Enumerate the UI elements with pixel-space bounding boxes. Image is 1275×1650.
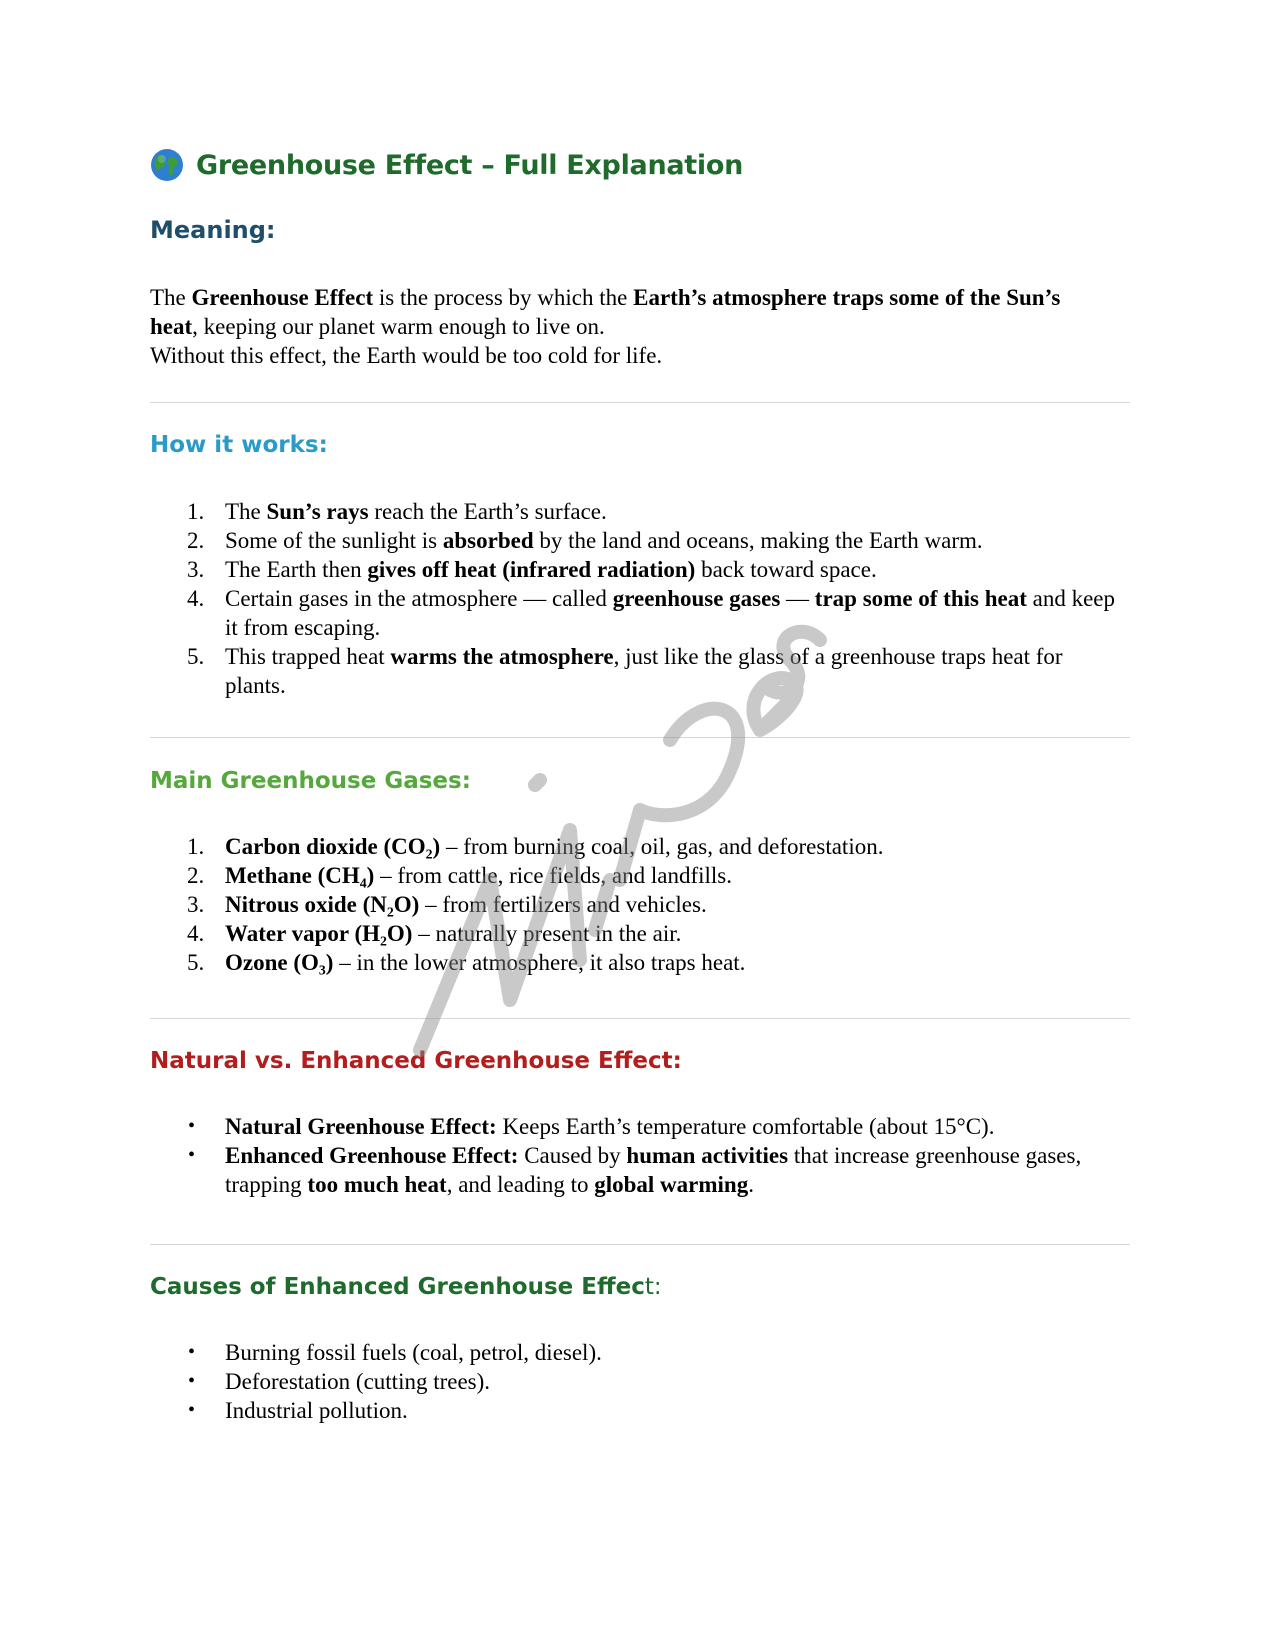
divider bbox=[150, 737, 1130, 738]
list-item: 4. Certain gases in the atmosphere — called greenhouse gases — trap some of this heat and keep it from escaping. bbox=[187, 586, 1116, 640]
globe-icon bbox=[150, 148, 184, 182]
list-number: 2. bbox=[187, 863, 205, 888]
list-item: • Natural Greenhouse Effect: Keeps Earth’s temperature comfortable (about 15°C). bbox=[188, 1114, 995, 1139]
list-number: 3. bbox=[187, 557, 205, 582]
list-item: 2. Methane (CH₄) – from cattle, rice fields, and landfills. bbox=[187, 863, 733, 888]
causes-heading: Causes of Enhanced Greenhouse Effect: bbox=[150, 1274, 662, 1300]
meaning-paragraph bbox=[150, 283, 1090, 370]
text-run-bold: Earth’s atmosphere traps some of the Sun’s heat bbox=[150, 285, 1061, 339]
bullet: • bbox=[188, 1341, 196, 1363]
list-item: 5. This trapped heat warms the atmosphere, just like the glass of a greenhouse traps heat for plants. bbox=[187, 644, 1063, 698]
list-item: • Enhanced Greenhouse Effect: Caused by human activities that increase greenhouse gases, trapping too much heat, and leading to global warming. bbox=[188, 1143, 1082, 1197]
natural-list bbox=[0, 1112, 1120, 1199]
text-run-bold: Greenhouse Effect bbox=[191, 285, 374, 310]
divider bbox=[150, 1244, 1130, 1245]
list-number: 5. bbox=[187, 950, 205, 975]
list-number: 4. bbox=[187, 921, 205, 946]
gases-list bbox=[0, 832, 1120, 977]
list-item: 4. Water vapor (H₂O) – naturally present in the air. bbox=[187, 921, 682, 946]
list-item: 5. Ozone (O₃) – in the lower atmosphere, it also traps heat. bbox=[187, 950, 746, 975]
list-number: 1. bbox=[187, 499, 205, 524]
list-item: 3. The Earth then gives off heat (infrared radiation) back toward space. bbox=[187, 557, 877, 582]
natural-heading: Natural vs. Enhanced Greenhouse Effect: bbox=[150, 1048, 682, 1074]
list-item: 1. Carbon dioxide (CO₂) – from burning coal, oil, gas, and deforestation. bbox=[187, 834, 884, 859]
divider bbox=[150, 402, 1130, 403]
bullet: • bbox=[188, 1115, 196, 1137]
bullet: • bbox=[188, 1370, 196, 1392]
list-item: 2. Some of the sunlight is absorbed by the land and oceans, making the Earth warm. bbox=[187, 528, 983, 553]
list-number: 5. bbox=[187, 644, 205, 669]
text-run: , keeping our planet warm enough to live on. bbox=[192, 314, 605, 339]
gases-heading: Main Greenhouse Gases: bbox=[150, 768, 471, 794]
meaning-heading: Meaning: bbox=[150, 216, 276, 244]
list-number: 2. bbox=[187, 528, 205, 553]
page-title bbox=[150, 148, 743, 182]
list-item: 3. Nitrous oxide (N₂O) – from fertilizers and vehicles. bbox=[187, 892, 707, 917]
how-list bbox=[0, 497, 1120, 700]
text-run: The bbox=[150, 285, 192, 310]
list-item: 1. The Sun’s rays reach the Earth’s surface. bbox=[187, 499, 607, 524]
list-number: 1. bbox=[187, 834, 205, 859]
divider bbox=[150, 1018, 1130, 1019]
list-item: • Burning fossil fuels (coal, petrol, diesel). bbox=[188, 1340, 602, 1365]
how-heading: How it works: bbox=[150, 432, 328, 458]
list-number: 3. bbox=[187, 892, 205, 917]
list-item: • Industrial pollution. bbox=[188, 1398, 408, 1423]
text-run: Without this effect, the Earth would be too cold for life. bbox=[150, 343, 663, 368]
list-number: 4. bbox=[187, 586, 205, 611]
text-run: is the process by which the bbox=[373, 285, 634, 310]
causes-list bbox=[0, 1338, 1120, 1425]
title-text: Greenhouse Effect – Full Explanation bbox=[196, 149, 744, 181]
bullet: • bbox=[188, 1399, 196, 1421]
bullet: • bbox=[188, 1144, 196, 1166]
list-item: • Deforestation (cutting trees). bbox=[188, 1369, 491, 1394]
